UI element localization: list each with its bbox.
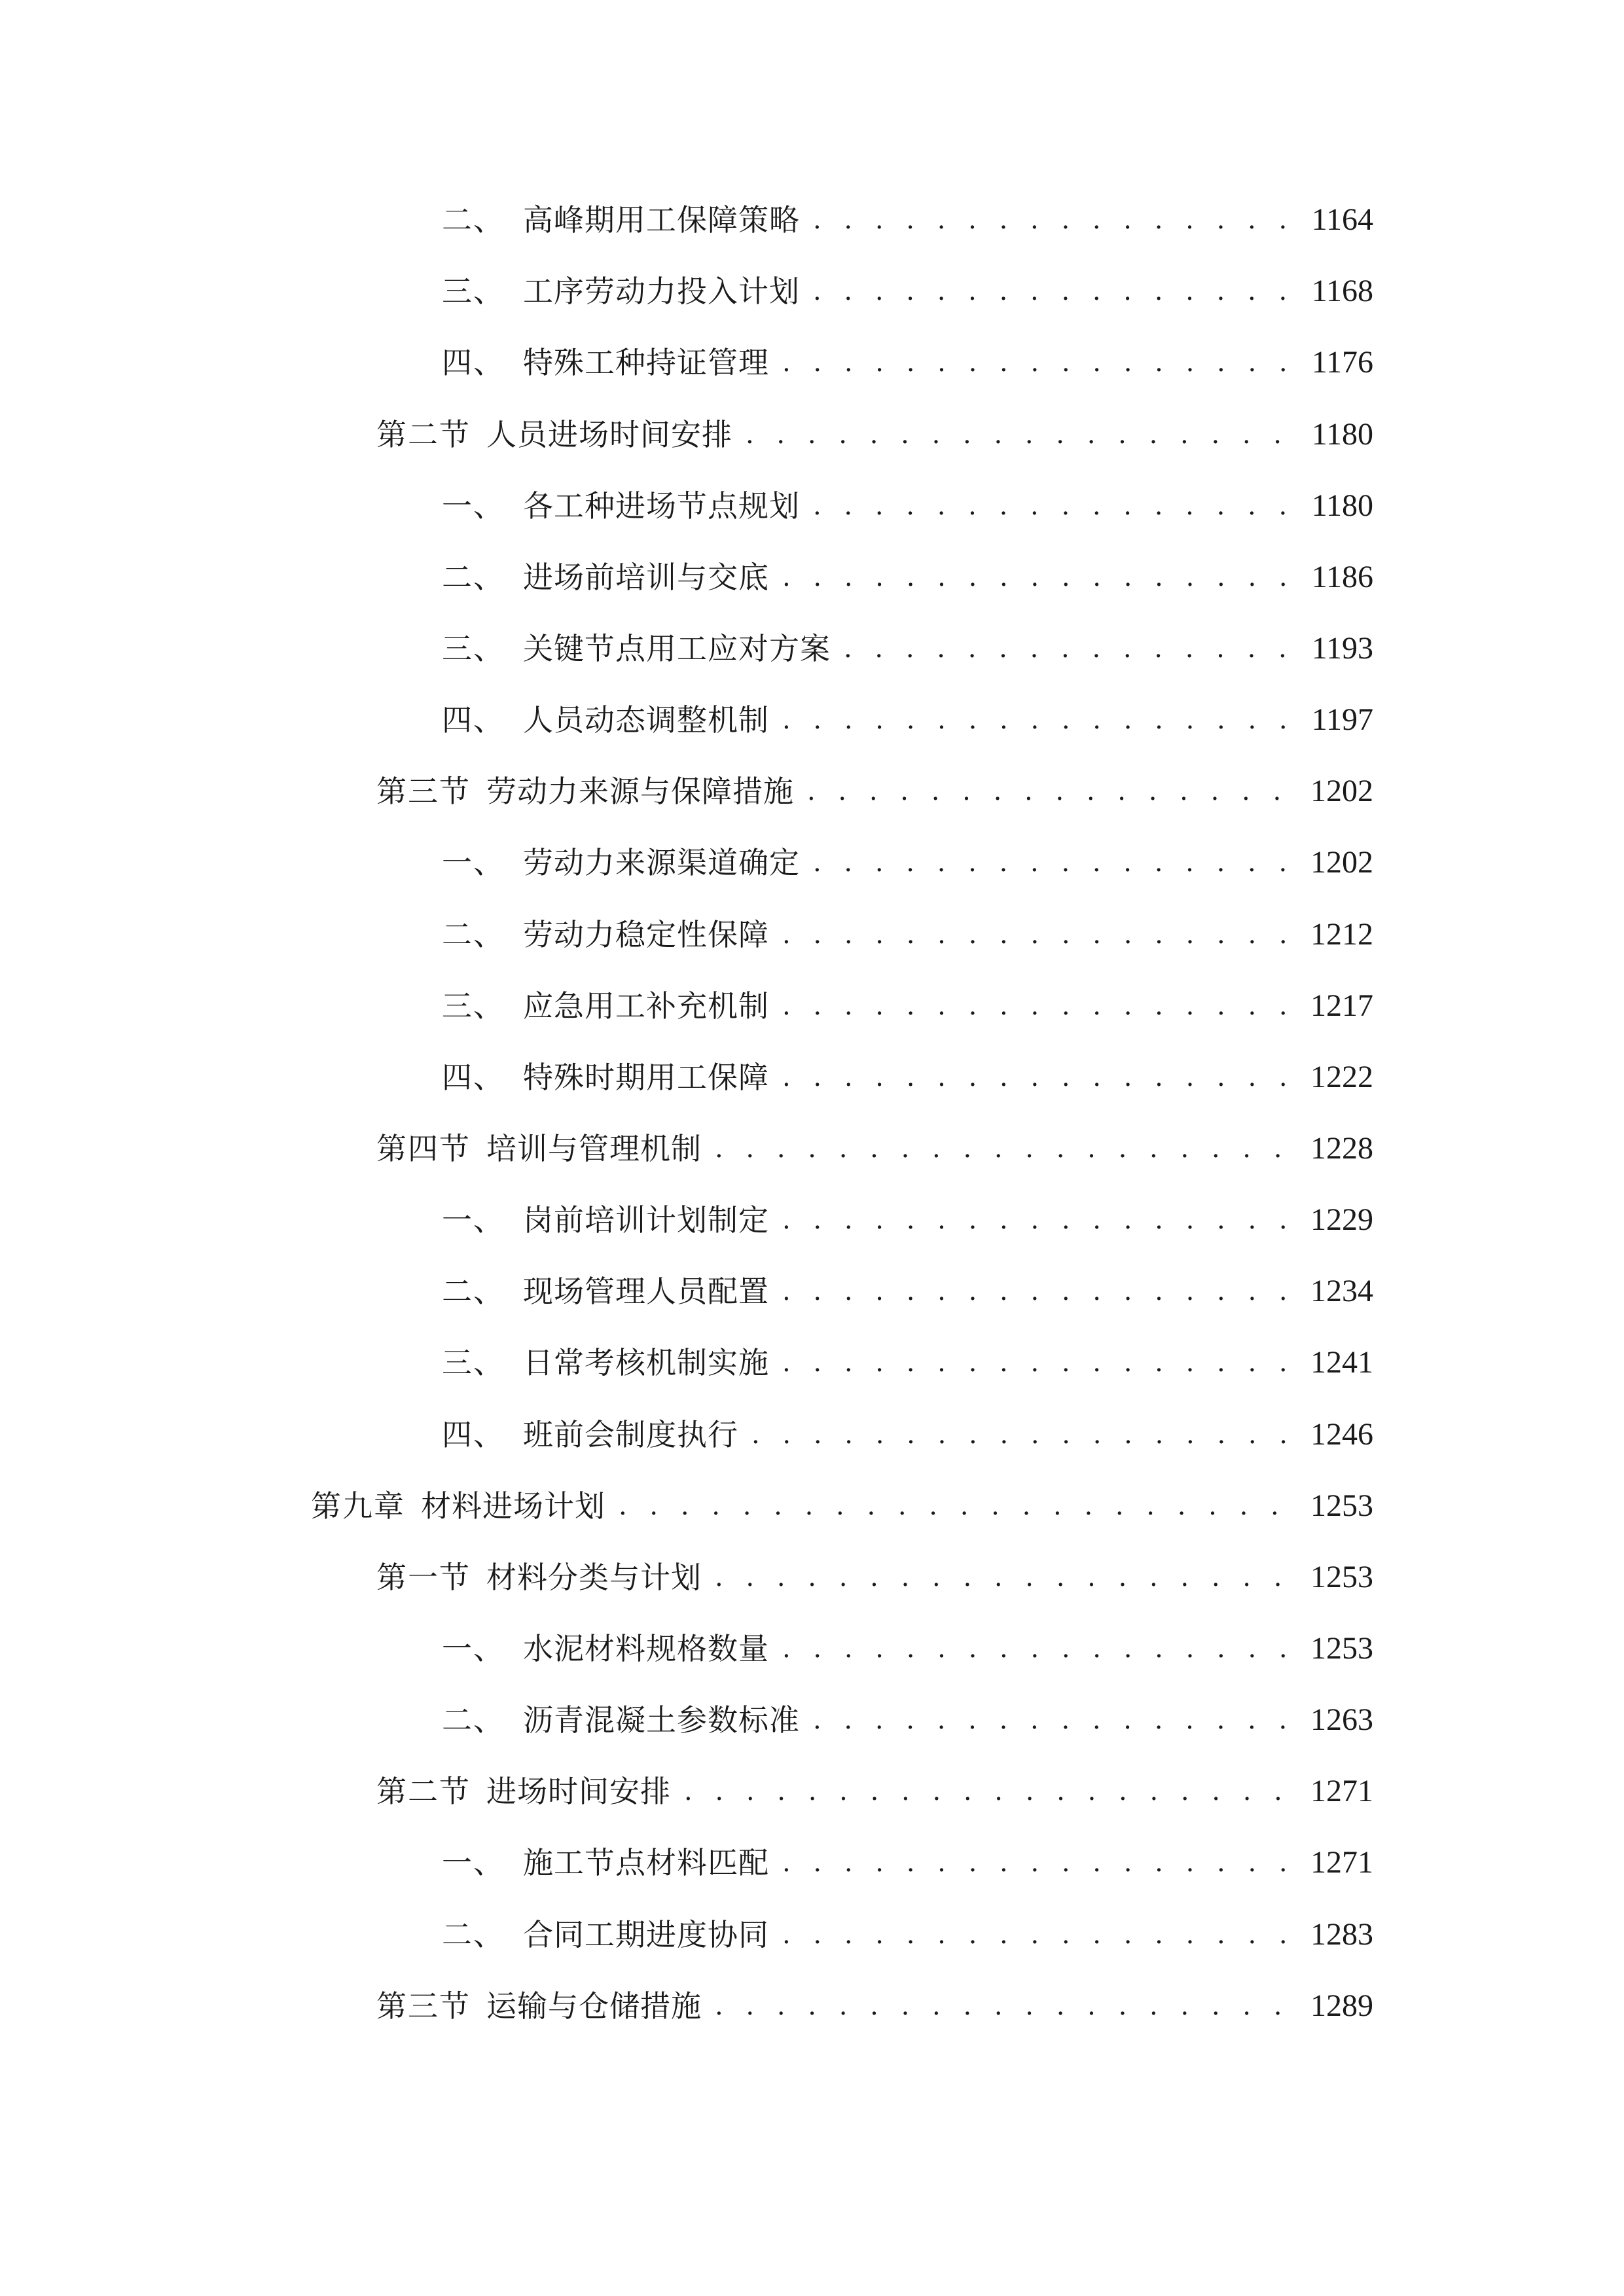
toc-entry[interactable] (442, 480, 1373, 532)
dot-leader (813, 194, 1300, 246)
toc-entry-title: 材料进场计划 (421, 1488, 605, 1524)
toc-entry-page: 1180 (1311, 417, 1373, 452)
dot-leader (715, 1122, 1299, 1175)
toc-entry[interactable] (442, 1265, 1373, 1318)
toc-entry[interactable] (442, 836, 1373, 889)
toc-entry-number: 四、 (442, 1417, 505, 1452)
toc-entry-page: 1253 (1310, 1560, 1373, 1594)
toc-entry-number: 二、 (442, 1274, 505, 1309)
toc-entry-page: 1246 (1310, 1417, 1373, 1452)
toc-entry-number: 二、 (442, 202, 505, 238)
toc-entry-number: 第二节 (376, 1774, 471, 1809)
toc-entry-page: 1197 (1311, 702, 1373, 737)
toc-entry-page: 1228 (1310, 1131, 1373, 1166)
toc-entry-page: 1234 (1310, 1274, 1373, 1308)
toc-entry-page: 1253 (1310, 1488, 1373, 1523)
dot-leader (715, 1980, 1299, 2032)
dot-leader (807, 765, 1299, 817)
toc-entry-number: 第二节 (376, 417, 471, 452)
toc-entry-title: 高峰期用工保障策略 (523, 202, 800, 238)
toc-entry-number: 四、 (442, 702, 505, 738)
toc-entry-page: 1283 (1310, 1917, 1373, 1952)
toc-entry[interactable] (442, 1336, 1373, 1389)
toc-entry-page: 1289 (1310, 1988, 1373, 2023)
dot-leader (782, 336, 1300, 389)
toc-entry-title: 特殊时期用工保障 (523, 1060, 769, 1095)
dot-leader (844, 622, 1300, 675)
toc-entry-title: 岗前培训计划制定 (523, 1202, 769, 1238)
toc-entry-number: 四、 (442, 1060, 505, 1095)
dot-leader (782, 1051, 1299, 1103)
toc-entry-page: 1271 (1310, 1774, 1373, 1808)
toc-entry-title: 人员动态调整机制 (523, 702, 769, 738)
toc-entry-title: 劳动力稳定性保障 (523, 917, 769, 952)
toc-entry-number: 一、 (442, 488, 505, 524)
toc-entry-number: 三、 (442, 1345, 505, 1380)
dot-leader (782, 694, 1300, 746)
toc-entry[interactable] (311, 1480, 1373, 1532)
toc-entry-page: 1253 (1310, 1631, 1373, 1666)
dot-leader (746, 408, 1300, 461)
toc-entry-number: 三、 (442, 274, 505, 309)
dot-leader (782, 1336, 1299, 1389)
toc-entry[interactable] (376, 765, 1373, 817)
toc-entry-title: 班前会制度执行 (523, 1417, 738, 1452)
toc-entry-title: 劳动力来源渠道确定 (523, 845, 800, 880)
toc-entry[interactable] (442, 1694, 1373, 1746)
toc-entry-page: 1222 (1310, 1060, 1373, 1094)
toc-entry-title: 沥青混凝土参数标准 (523, 1702, 800, 1738)
toc-entry[interactable] (376, 1551, 1373, 1604)
toc-entry[interactable] (442, 265, 1373, 317)
toc-entry-title: 劳动力来源与保障措施 (486, 774, 794, 809)
dot-leader (782, 1265, 1299, 1318)
toc-entry[interactable] (376, 1122, 1373, 1175)
toc-entry-page: 1202 (1310, 774, 1373, 808)
dot-leader (751, 1408, 1299, 1461)
toc-entry[interactable] (442, 980, 1373, 1032)
toc-entry[interactable] (442, 336, 1373, 389)
toc-entry-number: 第九章 (311, 1488, 405, 1524)
toc-entry[interactable] (376, 1765, 1373, 1818)
toc-entry-number: 三、 (442, 988, 505, 1024)
toc-entry[interactable] (442, 551, 1373, 603)
toc-entry-title: 各工种进场节点规划 (523, 488, 800, 524)
toc-entry-number: 第四节 (376, 1131, 471, 1166)
toc-entry-page: 1186 (1311, 560, 1373, 594)
toc-entry-number: 第三节 (376, 1988, 471, 2024)
dot-leader (782, 551, 1300, 603)
toc-entry-number: 四、 (442, 345, 505, 380)
toc-entry-page: 1229 (1310, 1202, 1373, 1237)
dot-leader (813, 836, 1299, 889)
toc-entry-number: 第一节 (376, 1560, 471, 1595)
toc-entry[interactable] (442, 1194, 1373, 1246)
toc-entry-title: 现场管理人员配置 (523, 1274, 769, 1309)
toc-entry-title: 人员进场时间安排 (486, 417, 732, 452)
dot-leader (782, 1909, 1299, 1961)
dot-leader (782, 980, 1299, 1032)
toc-entry-page: 1202 (1310, 845, 1373, 880)
toc-entry-page: 1271 (1310, 1845, 1373, 1880)
toc-entry-title: 合同工期进度协同 (523, 1917, 769, 1952)
toc-entry-number: 一、 (442, 1202, 505, 1238)
toc-entry-number: 一、 (442, 1631, 505, 1666)
dot-leader (782, 1623, 1299, 1675)
toc-entry[interactable] (376, 1980, 1373, 2032)
toc-entry-number: 二、 (442, 560, 505, 595)
dot-leader (813, 1694, 1299, 1746)
toc-entry-page: 1217 (1310, 988, 1373, 1023)
toc-entry-page: 1241 (1310, 1345, 1373, 1380)
dot-leader (782, 1837, 1299, 1889)
toc-entry-page: 1263 (1310, 1702, 1373, 1737)
toc-entry-title: 特殊工种持证管理 (523, 345, 769, 380)
dot-leader (619, 1480, 1299, 1532)
toc-entry[interactable] (442, 1051, 1373, 1103)
toc-entry-title: 进场时间安排 (486, 1774, 671, 1809)
toc-entry-page: 1164 (1311, 202, 1373, 237)
toc-entry-page: 1193 (1311, 631, 1373, 666)
toc-entry-title: 应急用工补充机制 (523, 988, 769, 1024)
toc-entry[interactable] (442, 194, 1373, 246)
toc-entry-page: 1180 (1311, 488, 1373, 523)
toc-entry-title: 运输与仓储措施 (486, 1988, 702, 2024)
toc-entry-number: 一、 (442, 845, 505, 880)
toc-entry-number: 二、 (442, 917, 505, 952)
toc-entry[interactable] (442, 1837, 1373, 1889)
toc-entry-page: 1168 (1311, 274, 1373, 308)
toc-entry[interactable] (442, 622, 1373, 675)
toc-entry-page: 1212 (1310, 917, 1373, 952)
dot-leader (715, 1551, 1299, 1604)
toc-entry-number: 三、 (442, 631, 505, 666)
toc-entry-title: 材料分类与计划 (486, 1560, 702, 1595)
toc-entry-number: 二、 (442, 1917, 505, 1952)
toc-entry-page: 1176 (1311, 345, 1373, 380)
toc-entry[interactable] (442, 1623, 1373, 1675)
dot-leader (782, 908, 1299, 961)
toc-entry[interactable] (376, 408, 1373, 461)
toc-entry-number: 二、 (442, 1702, 505, 1738)
toc-entry[interactable] (442, 1909, 1373, 1961)
toc-entry-number: 一、 (442, 1845, 505, 1880)
toc-entry[interactable] (442, 694, 1373, 746)
dot-leader (782, 1194, 1299, 1246)
toc-entry[interactable] (442, 1408, 1373, 1461)
dot-leader (813, 480, 1300, 532)
toc-entry-title: 培训与管理机制 (486, 1131, 702, 1166)
toc-entry-title: 工序劳动力投入计划 (523, 274, 800, 309)
dot-leader (813, 265, 1300, 317)
toc-entry-title: 关键节点用工应对方案 (523, 631, 831, 666)
toc-entry[interactable] (442, 908, 1373, 961)
dot-leader (684, 1765, 1299, 1818)
toc-entry-title: 进场前培训与交底 (523, 560, 769, 595)
toc-entry-number: 第三节 (376, 774, 471, 809)
toc-entry-title: 施工节点材料匹配 (523, 1845, 769, 1880)
toc-entry-title: 日常考核机制实施 (523, 1345, 769, 1380)
toc-entry-title: 水泥材料规格数量 (523, 1631, 769, 1666)
